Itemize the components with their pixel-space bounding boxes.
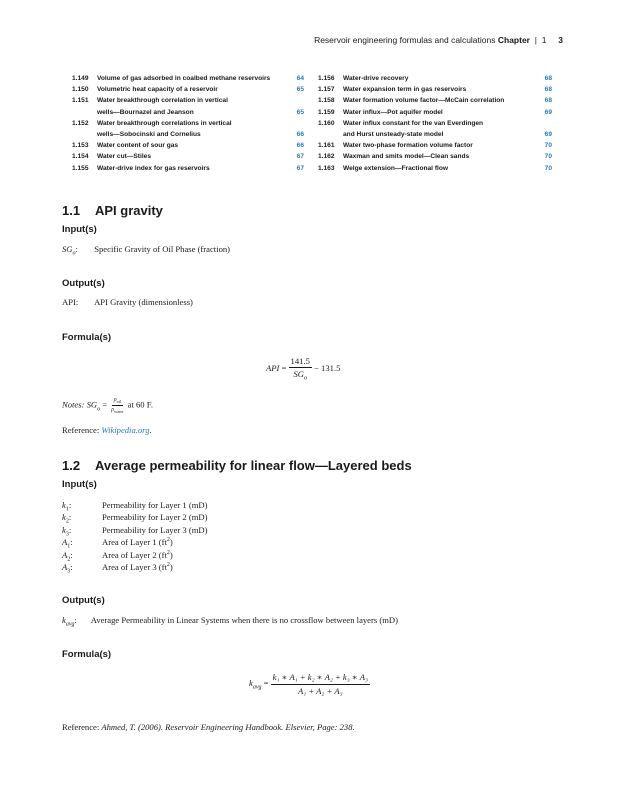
kavg-formula: $k_{avg}$ = $\frac{\text{k₁ ∗ A₁ + k₂ ∗ A₂ + k₃ ∗ A₃}}{\text{A₁ + A₂ + A₃}}$	[249, 672, 368, 696]
input-symbol: k	[62, 500, 66, 510]
toc-left-column	[72, 73, 304, 174]
input-line: $SG_o$: Specific Gravity of Oil Phase (fraction)	[62, 244, 231, 257]
toc-entry-title: Water-drive recovery	[343, 75, 409, 82]
toc-entry-title: Water content of sour gas	[97, 142, 179, 150]
input-description: Specific Gravity of Oil Phase (fraction)	[94, 244, 231, 254]
toc-entry-page[interactable]: 66	[296, 131, 304, 139]
toc-entry[interactable]	[72, 84, 304, 95]
reference-line-2: Reference: Ahmed, T. (2006). Reservoir Engineering Handbook. Elsevier, Page: 238.	[62, 722, 355, 732]
header-chapter-number: 1	[541, 35, 547, 45]
input-label: Input(s)	[62, 224, 97, 235]
toc-entry[interactable]	[318, 107, 552, 118]
input-item: $k_2$: Permeability for Layer 2 (mD)	[62, 512, 208, 526]
formula-lhs: API	[266, 362, 280, 373]
toc-entry[interactable]	[318, 129, 552, 140]
input-symbol: k	[62, 524, 66, 535]
toc-entry-page[interactable]: 64	[296, 75, 304, 82]
formula-label: Formula(s)	[62, 649, 112, 660]
toc-entry[interactable]	[72, 129, 304, 140]
section-title: API gravity	[95, 203, 163, 218]
toc-entry-title: Water-drive index for gas reservoirs	[97, 164, 210, 172]
toc-entry[interactable]	[318, 163, 552, 174]
section-number: 1.1	[62, 203, 81, 218]
toc-entry-number: 1.161	[318, 142, 335, 150]
toc-entry-number	[318, 129, 343, 140]
toc-entry-number: 1.163	[318, 164, 335, 172]
input-item: $A_1$: Area of Layer 1 $(ft^2)$	[62, 537, 173, 550]
input-description: Permeability for Layer 3 (mD)	[102, 524, 208, 535]
input-item: $k_1$: Permeability for Layer 1 (mD)	[62, 500, 208, 513]
toc-entry-title: Volumetric heat capacity of a reservoir	[97, 86, 218, 94]
input-symbol: A	[62, 561, 68, 572]
toc-entry-page[interactable]: 70	[544, 142, 552, 150]
toc-entry[interactable]	[318, 140, 552, 151]
toc-entry-title: and Hurst unsteady-state model	[343, 131, 444, 139]
toc-entry-number	[72, 129, 97, 140]
toc-entry-number: 1.156	[318, 75, 335, 82]
input-description: Permeability for Layer 2 (mD)	[102, 512, 208, 523]
toc-entry[interactable]	[72, 95, 304, 106]
toc-entry-title: Water formation volume factor—McCain correlation	[343, 97, 505, 105]
page-number: 3	[558, 35, 563, 45]
toc-entry-page[interactable]: 70	[544, 153, 552, 161]
toc-entry[interactable]	[72, 107, 304, 118]
toc-entry-title: Water influx—Pot aquifer model	[343, 108, 443, 116]
header-chapter-label: Chapter	[497, 35, 530, 45]
toc-entry[interactable]	[72, 118, 304, 129]
section-heading-1-2	[62, 458, 412, 473]
output-label: Output(s)	[62, 595, 105, 606]
toc-entry-page[interactable]: 67	[296, 164, 304, 172]
input-item: $A_3$: Area of Layer 3 $(ft^2)$	[62, 561, 173, 575]
toc-entry-title: Water two-phase formation volume factor	[343, 142, 473, 150]
toc-entry-title: Water cut—Stiles	[97, 153, 151, 161]
output-line: $k_{avg}$: Average Permeability in Linear Systems when there is no crossflow between layers (mD)	[62, 615, 398, 628]
toc-entry[interactable]	[318, 95, 552, 106]
toc-entry-page[interactable]: 65	[296, 108, 304, 116]
input-description: Area of Layer 2 (ft	[102, 549, 167, 560]
section-number: 1.2	[62, 458, 81, 473]
toc-entry-title: Water breakthrough correlation in vertical	[97, 97, 228, 105]
toc-entry-title: Welge extension—Fractional flow	[343, 164, 449, 172]
toc-entry-title: Volume of gas adsorbed in coalbed methane reservoirs	[97, 75, 271, 82]
toc-entry-number: 1.151	[72, 97, 89, 105]
toc-entry-title: wells—Sobocinski and Cornelius	[97, 131, 201, 139]
toc-entry-page[interactable]: 68	[544, 97, 552, 105]
toc-entry[interactable]	[318, 84, 552, 95]
input-item: $A_2$: Area of Layer 2 $(ft^2)$	[62, 549, 173, 563]
toc-entry-number: 1.154	[72, 153, 89, 161]
toc-entry-number: 1.158	[318, 97, 335, 105]
input-symbol: A	[62, 537, 68, 548]
toc-entry[interactable]	[72, 163, 304, 174]
input-list	[62, 500, 207, 574]
toc-right-column	[318, 73, 552, 174]
toc-entry[interactable]	[72, 140, 304, 151]
toc-entry[interactable]	[72, 73, 304, 84]
toc-entry[interactable]	[72, 151, 304, 162]
input-description: Area of Layer 1 (ft	[102, 537, 167, 548]
output-line	[62, 297, 193, 307]
toc-entry-number: 1.149	[72, 75, 89, 82]
formula-tail: − 131.5	[314, 362, 341, 373]
wikipedia-link[interactable]: Wikipedia.org	[101, 425, 150, 435]
toc-entry-page[interactable]: 69	[544, 131, 552, 139]
reference-citation: Ahmed, T. (2006). Reservoir Engineering Handbook. Elsevier, Page: 238.	[101, 722, 355, 732]
toc-entry-title: Water expansion term in gas reservoirs	[343, 86, 467, 94]
notes-suffix: at 60 F.	[127, 399, 153, 410]
toc-entry-number: 1.157	[318, 86, 335, 94]
density-ratio: $\frac{\rho_{oil}}{\rho_{water}}$	[111, 397, 124, 415]
running-header: Reservoir engineering formulas and calculations Chapter | 1 3	[314, 35, 563, 45]
toc-entry-number: 1.152	[72, 119, 89, 127]
input-description: Permeability for Layer 1 (mD)	[102, 500, 208, 510]
toc-entry-number: 1.160	[318, 119, 335, 127]
toc-entry[interactable]	[318, 151, 552, 162]
formula-fraction: $\frac{141.5}{SG_o}$	[290, 356, 310, 382]
notes-line: Notes: $SG_o$ = $\frac{\rho_{oil}}{\rho_{water}}$ at 60 F.	[62, 397, 153, 415]
notes-prefix: Notes:	[62, 399, 85, 410]
toc-entry-number: 1.162	[318, 153, 335, 161]
input-label: Input(s)	[62, 479, 97, 490]
input-symbol: SG	[62, 244, 73, 254]
toc-entry-page[interactable]	[534, 118, 552, 129]
input-item: $k_3$: Permeability for Layer 3 (mD)	[62, 524, 208, 538]
toc-entry-page[interactable]: 69	[544, 108, 552, 116]
toc-entry[interactable]	[318, 118, 552, 129]
toc-entry-number: 1.155	[72, 164, 89, 172]
toc-entry-page[interactable]	[286, 118, 304, 129]
toc-entry-title: Water influx constant for the van Everdingen	[343, 119, 484, 127]
output-description: Average Permeability in Linear Systems when there is no crossflow between layers (mD)	[90, 615, 398, 625]
input-symbol: A	[62, 549, 68, 560]
api-formula: API = $\frac{141.5}{SG_o}$ − 131.5	[266, 356, 341, 382]
section-heading-1-1	[62, 203, 163, 218]
toc-entry-page[interactable]: 68	[544, 75, 552, 82]
toc-entry-number: 1.153	[72, 142, 89, 150]
toc-entry-number: 1.159	[318, 108, 335, 116]
toc-entry[interactable]	[318, 73, 552, 84]
output-label: Output(s)	[62, 278, 105, 289]
toc-entry-page[interactable]: 68	[544, 86, 552, 94]
toc-entry-page[interactable]: 66	[296, 142, 304, 150]
toc-entry-page[interactable]: 70	[544, 164, 552, 172]
toc-entry-number: 1.150	[72, 86, 89, 94]
formula-fraction: $\frac{\text{k₁ ∗ A₁ + k₂ ∗ A₂ + k₃ ∗ A₃}}{\text{A₁ + A₂ + A₃}}$	[272, 672, 368, 696]
toc-entry-page[interactable]	[286, 95, 304, 106]
toc-entry-number	[72, 107, 97, 118]
toc-entry-page[interactable]: 65	[296, 86, 304, 94]
toc-entry-page[interactable]: 67	[296, 153, 304, 161]
toc-entry-title: Waxman and smits model—Clean sands	[343, 153, 470, 161]
reference-line-1: Reference: Wikipedia.org.	[62, 425, 152, 435]
input-symbol: k	[62, 512, 66, 523]
output-symbol: k	[62, 615, 66, 625]
output-description: API Gravity (dimensionless)	[94, 297, 193, 307]
toc-entry-title: Water breakthrough correlations in vertical	[97, 119, 232, 127]
input-description: Area of Layer 3 (ft	[102, 561, 167, 572]
header-title: Reservoir engineering formulas and calculations	[314, 35, 496, 45]
formula-label: Formula(s)	[62, 332, 112, 343]
output-symbol: API:	[62, 297, 79, 307]
toc-entry-title: wells—Bournazel and Jeanson	[97, 108, 194, 116]
section-title: Average permeability for linear flow—Layered beds	[95, 458, 412, 473]
